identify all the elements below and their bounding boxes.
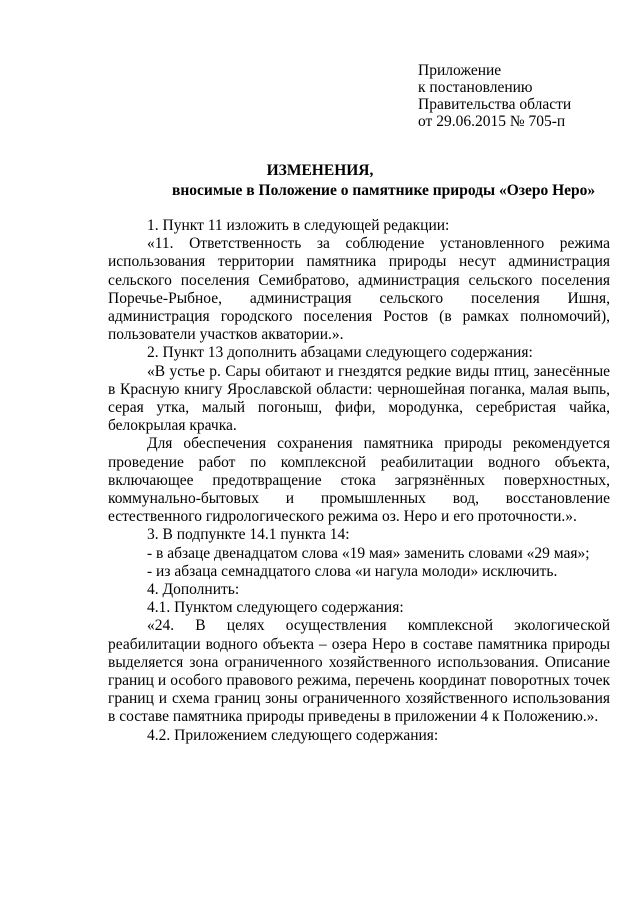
appendix-block bbox=[418, 62, 571, 130]
paragraph: 4.1. Пунктом следующего содержания: bbox=[147, 599, 404, 617]
paragraph: 3. В подпункте 14.1 пункта 14: bbox=[147, 526, 350, 544]
paragraph: - в абзаце двенадцатом слова «19 мая» заменить словами «29 мая»; bbox=[147, 544, 590, 562]
paragraph: - из абзаца семнадцатого слова «и нагула молоди» исключить. bbox=[147, 562, 558, 580]
paragraph: 2. Пункт 13 дополнить абзацами следующего содержания: bbox=[147, 344, 533, 362]
document-subtitle: вносимые в Положение о памятнике природы «Озеро Неро» bbox=[172, 182, 596, 199]
paragraph: 1. Пункт 11 изложить в следующей редакции: bbox=[147, 217, 450, 234]
appendix-line: Правительства области bbox=[418, 96, 572, 113]
paragraph: Для обеспечения сохранения памятника природы рекомендуется проведение работ по комплексной реабилитации водного объекта, включающее предотвращение стока загрязнённых поверхностных, коммунально-бытовых и промышленных вод, восстановление естественного гидрологического режима оз. Неро и его проточности.». bbox=[108, 435, 610, 526]
document-body bbox=[108, 217, 610, 745]
paragraph: «24. В целях осуществления комплексной экологической реабилитации водного объекта – озера Неро в составе памятника природы выделяется зона ограниченного хозяйственного использования. Описание границ и особого правового режима, перечень координат поворотных точек границ и схема границ зоны ограниченного хозяйственного использования в составе памятника природы приведены в приложении 4 к Положению.». bbox=[108, 617, 610, 726]
paragraph: «11. Ответственность за соблюдение установленного режима использования территории памятника природы несут администрация сельского поселения Семибратово, администрация сельского поселения Поречье-Рыбное, администрация сельского поселения Ишня, администрация городского поселения Ростов (в рамках полномочий), пользователи участков акватории.». bbox=[108, 235, 610, 344]
paragraph: «В устье р. Сары обитают и гнездятся редкие виды птиц, занесённые в Красную книгу Ярославской области: черношейная поганка, малая выпь, серая утка, малый погоныш, фифи, мородунка, серебристая чайка, белокрылая крачка. bbox=[108, 362, 610, 435]
paragraph: 4. Дополнить: bbox=[147, 581, 240, 599]
appendix-line: Приложение bbox=[418, 62, 502, 79]
appendix-line: к постановлению bbox=[418, 79, 533, 96]
document-title: ИЗМЕНЕНИЯ, bbox=[266, 162, 374, 179]
appendix-date-number: от 29.06.2015 № 705-п bbox=[418, 113, 566, 130]
paragraph: 4.2. Приложением следующего содержания: bbox=[147, 726, 439, 744]
